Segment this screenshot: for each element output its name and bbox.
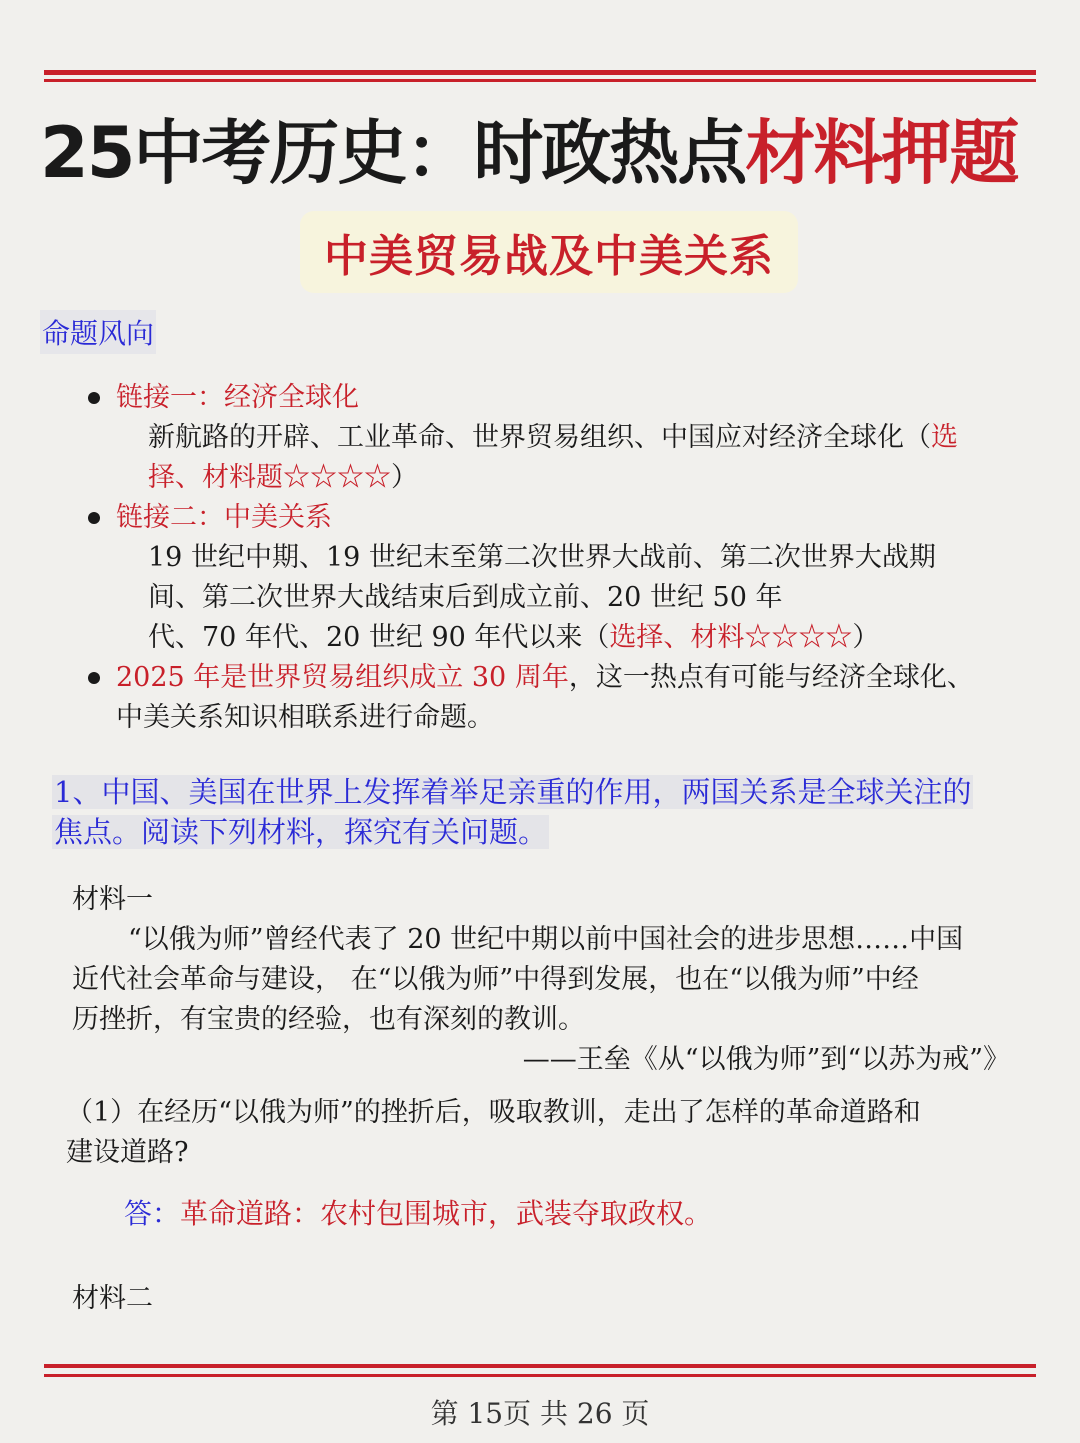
title-black: 25中考历史：时政热点 [40,112,746,194]
top-rule-2 [44,79,1036,82]
title-red: 材料押题 [745,112,1018,194]
material1-source: ——王垒《从“以俄为师”到“以苏为戒”》 [522,1044,1010,1075]
bottom-rule-2 [44,1374,1036,1377]
bullet-item-1 [84,378,1034,498]
material-1: 材料一 “以俄为师”曾经代表了 20 世纪中期以前中国社会的进步思想……中国 近代社会革命与建设， 在“以俄为师”中得到发展，也在“以俄为师”中经 历挫折，有宝贵的经验，也有深刻的教训。 ——王垒《从“以俄为师”到“以苏为戒”》 [72,880,1038,1080]
bullet3-text: 2025 年是世界贸易组织成立 30 周年，这一热点有可能与经济全球化、 [116,662,974,693]
bullet-dot-icon [88,392,100,404]
subtitle-box [300,211,798,293]
material1-label: 材料一 [72,884,153,915]
bullet-item-2 [84,498,1034,658]
sub-question-1: （1）在经历“以俄为师”的挫折后，吸取教训，走出了怎样的革命道路和 建设道路? [66,1097,921,1168]
material-2-label: 材料二 [72,1283,153,1314]
top-rule-1 [44,70,1036,75]
answer-1: 答：革命道路：农村包围城市，武装夺取政权。 [124,1197,713,1230]
bullet-dot-icon [88,672,100,684]
bullet2-heading: 链接二：中美关系 [116,502,332,533]
bullet-list [84,378,1034,738]
bullet1-heading: 链接一：经济全球化 [116,382,359,413]
bullet-item-3: 2025 年是世界贸易组织成立 30 周年，这一热点有可能与经济全球化、 中美关系知识相联系进行命题。 [84,658,1034,738]
page-number: 第 15页 共 26 页 [430,1397,650,1430]
bullet2-text: 19 世纪中期、19 世纪末至第二次世界大战前、第二次世界大战期 间、第二次世界大战结束后到成立前、20 世纪 50 年 代、70 年代、20 世纪 90 年代以来（选择、材料☆☆☆☆） [148,542,936,653]
question-1: 1、中国、美国在世界上发挥着举足亲重的作用，两国关系是全球关注的 焦点。阅读下列材料，探究有关问题。 [54,775,972,849]
bottom-rule-1 [44,1364,1036,1368]
subtitle: 中美贸易战及中美关系 [324,231,774,282]
page-title [40,108,1050,198]
bullet1-text: 新航路的开辟、工业革命、世界贸易组织、中国应对经济全球化（选 择、材料题☆☆☆☆） [148,422,958,493]
bullet-dot-icon [88,512,100,524]
section-label: 命题风向 [40,310,156,354]
